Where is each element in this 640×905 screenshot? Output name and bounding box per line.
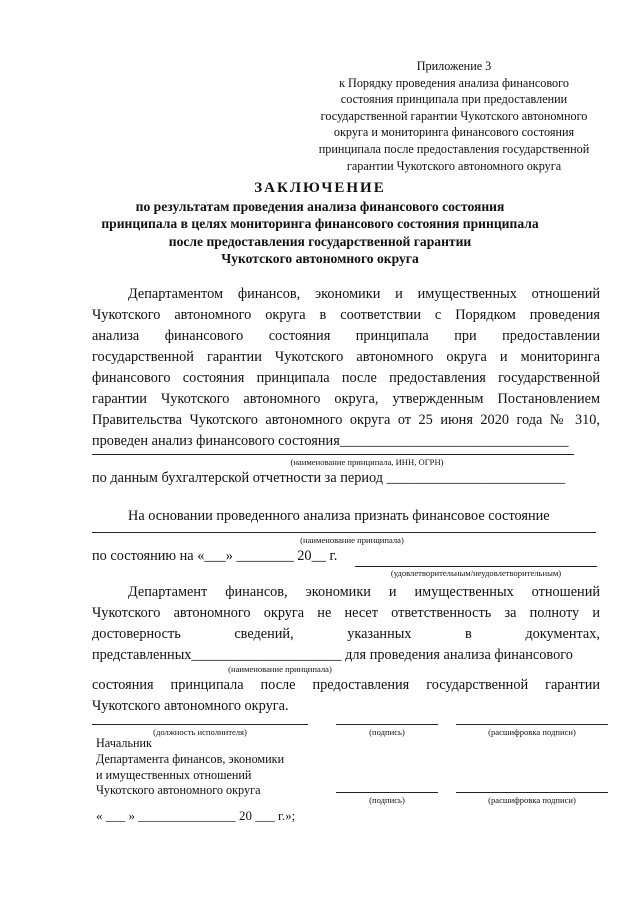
head-line: Департамента финансов, экономики xyxy=(96,751,285,766)
para3-line: достоверность сведений, указанных в документах, xyxy=(92,626,600,642)
date-line: по состоянию на «___» ________ 20__ г. xyxy=(92,548,338,564)
appendix-line: состояния принципала при предоставлении xyxy=(340,92,568,107)
para1-line: государственной гарантии Чукотского автономного округа и мониторинга xyxy=(92,349,600,365)
para1-line: анализа финансового состояния принципала при предоставлении xyxy=(92,328,600,344)
appendix-line: принципала после предоставления государственной xyxy=(318,141,590,156)
subtitle-line: по результатам проведения анализа финансового состояния xyxy=(135,199,505,214)
principal-field-line xyxy=(92,454,574,455)
appendix-line: к Порядку проведения анализа финансового xyxy=(339,75,569,90)
head-caption-decode: (расшифровка подписи) xyxy=(488,795,576,805)
para1-line: финансового состояния принципала после предоставления государственной xyxy=(92,370,600,386)
para3-line: Департамент финансов, экономики и имущественных отношений xyxy=(128,584,600,600)
para3-line: Чукотского автономного округа. xyxy=(92,698,289,714)
position-line xyxy=(92,724,308,725)
caption-decode: (расшифровка подписи) xyxy=(488,727,576,737)
para1-line: Правительства Чукотского автономного округа от 25 июня 2020 года № 310, xyxy=(92,412,600,428)
principal-name-line xyxy=(92,532,596,533)
head-line: Чукотского автономного округа xyxy=(96,783,261,798)
head-line: Начальник xyxy=(96,736,152,750)
caption-principal-inn: (наименование принципала, ИНН, ОГРН) xyxy=(290,457,444,467)
subtitle-line: после предоставления государственной гарантии xyxy=(168,233,472,249)
para3-line: состояния принципала после предоставления государственной гарантии xyxy=(92,677,600,693)
head-decode-line xyxy=(456,792,608,793)
appendix-header xyxy=(300,58,608,174)
subtitle-line: принципала в целях мониторинга финансового состояния принципала xyxy=(101,216,539,232)
head-line: и имущественных отношений xyxy=(96,767,252,782)
footer-date: « ___ » _______________ 20 ___ г.»; xyxy=(96,808,296,823)
para1-line: гарантии Чукотского автономного округа, утвержденным Постановлением xyxy=(92,391,600,407)
period-line: по данным бухгалтерской отчетности за период _________________________ xyxy=(92,470,566,486)
appendix-line: Приложение 3 xyxy=(416,59,492,73)
appendix-line: гарантии Чукотского автономного округа xyxy=(346,158,562,173)
status-field-line xyxy=(355,566,597,567)
appendix-line: государственной гарантии Чукотского автономного xyxy=(320,108,588,123)
para3-line: Чукотского автономного округа не несет ответственность за полноту и xyxy=(92,605,600,621)
caption-signature: (подпись) xyxy=(369,727,405,737)
signature-line xyxy=(336,724,438,725)
head-signature-line xyxy=(336,792,438,793)
decode-line xyxy=(456,724,608,725)
para3-presented-line: представленных_____________________ для проведения анализа финансового xyxy=(92,647,573,663)
para1-last-line: проведен анализ финансового состояния________________________________ xyxy=(92,433,569,449)
caption-principal-name: (наименование принципала) xyxy=(300,535,404,545)
para1-line: Чукотского автономного округа в соответствии с Порядком проведения xyxy=(92,307,600,323)
caption-status: (удовлетворительным/неудовлетворительным) xyxy=(390,568,562,578)
caption-position: (должность исполнителя) xyxy=(153,727,247,737)
caption-principal-name-2: (наименование принципала) xyxy=(228,664,332,674)
para1-line: Департаментом финансов, экономики и имущественных отношений xyxy=(128,286,600,302)
appendix-line: округа и мониторинга финансового состояния xyxy=(333,125,575,140)
head-signature-block xyxy=(96,736,284,799)
head-caption-signature: (подпись) xyxy=(369,795,405,805)
document-subtitle xyxy=(60,198,580,268)
document-title: ЗАКЛЮЧЕНИЕ xyxy=(254,180,386,196)
para2-text: На основании проведенного анализа признать финансовое состояние xyxy=(128,508,550,524)
subtitle-line: Чукотского автономного округа xyxy=(221,251,419,267)
